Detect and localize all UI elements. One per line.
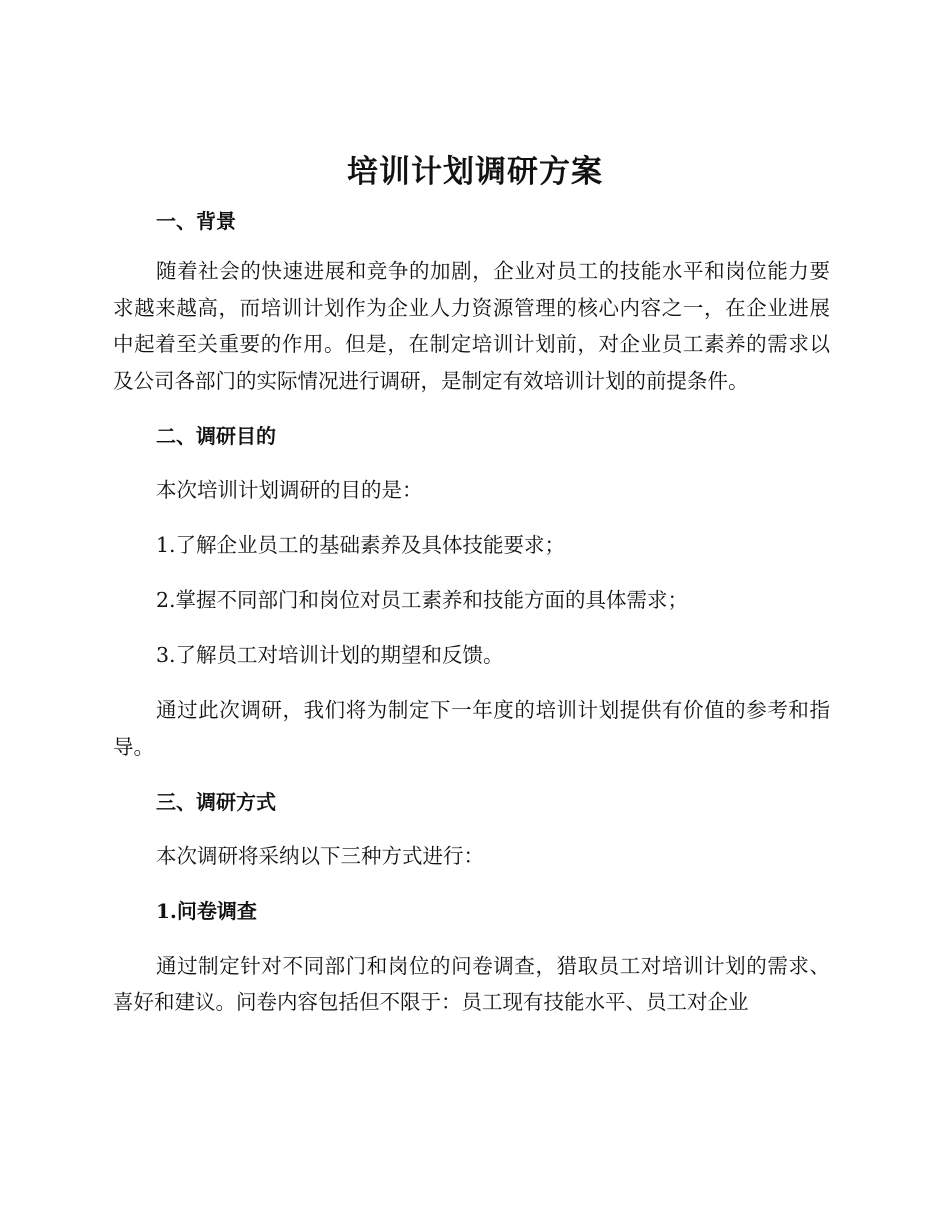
- section-heading-background: 一、背景: [156, 209, 236, 233]
- section-heading-purpose: 二、调研目的: [156, 423, 276, 448]
- section-heading-method: 三、调研方式: [156, 789, 276, 814]
- document-body: [113, 203, 830, 1021]
- document-title: 培训计划调研方案: [347, 154, 603, 190]
- purpose-item-3: 3.了解员工对培训计划的期望和反馈。: [156, 643, 504, 667]
- method-paragraph: 通过制定针对不同部门和岗位的问卷调查，猎取员工对培训计划的需求、喜好和建议。问卷内容包括但不限于：员工现有技能水平、员工对企业: [113, 953, 830, 1014]
- purpose-conclusion: 通过此次调研，我们将为制定下一年度的培训计划提供有价值的参考和指导。: [113, 698, 830, 759]
- background-paragraph: 随着社会的快速进展和竞争的加剧，企业对员工的技能水平和岗位能力要求越来越高，而培训计划作为企业人力资源管理的核心内容之一，在企业进展中起着至关重要的作用。但是，在制定培训计划前，对企业员工素养的需求以及公司各部门的实际情况进行调研，是制定有效培训计划的前提条件。: [113, 259, 830, 393]
- method-subheading-questionnaire: 1.问卷调查: [156, 899, 257, 923]
- purpose-item-2: 2.掌握不同部门和岗位对员工素养和技能方面的具体需求；: [156, 588, 689, 612]
- purpose-item-1: 1.了解企业员工的基础素养及具体技能要求；: [156, 533, 566, 557]
- method-intro: 本次调研将采纳以下三种方式进行：: [156, 844, 484, 868]
- purpose-intro: 本次培训计划调研的目的是：: [156, 478, 423, 502]
